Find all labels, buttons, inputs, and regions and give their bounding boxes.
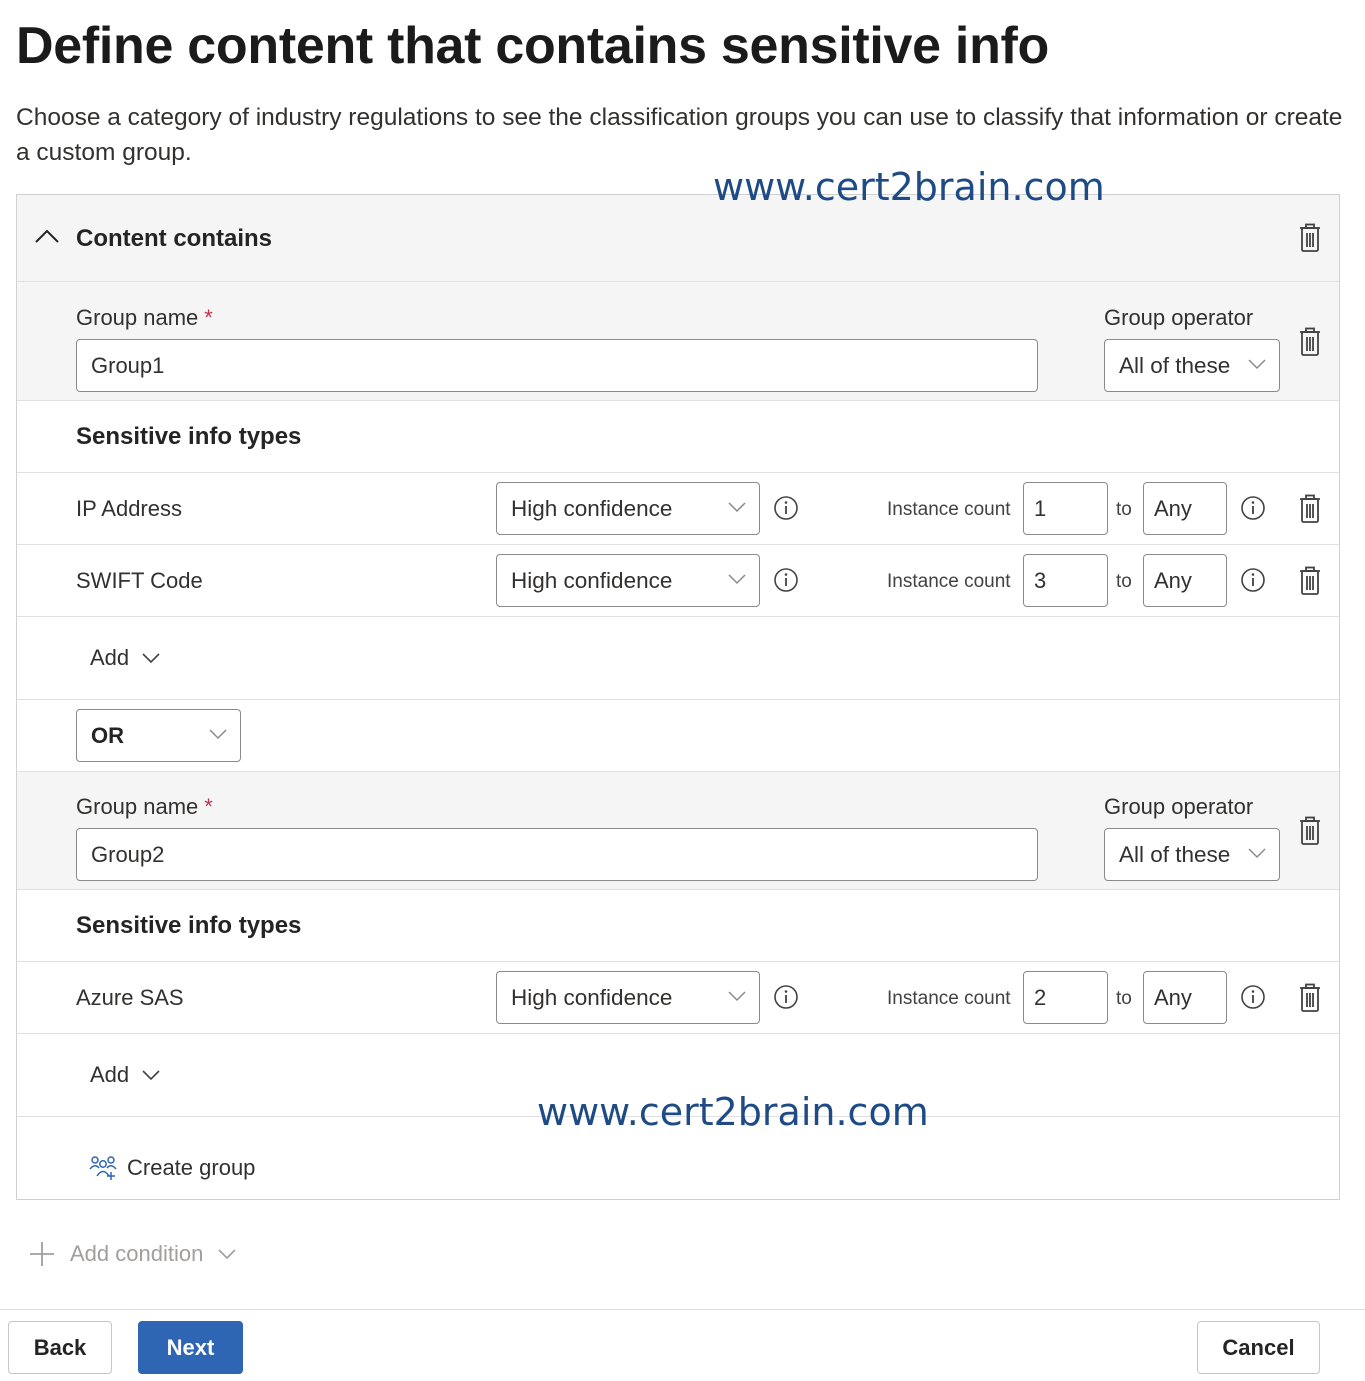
info-icon[interactable] xyxy=(1240,495,1266,521)
group-operator-dropdown[interactable] xyxy=(1104,339,1280,392)
info-icon[interactable] xyxy=(1240,567,1266,593)
info-icon[interactable] xyxy=(773,495,799,521)
confidence-dropdown[interactable] xyxy=(496,971,760,1024)
confidence-value: High confidence xyxy=(511,496,673,521)
watermark: www.cert2brain.com xyxy=(537,1090,929,1134)
group1-types-title-row xyxy=(17,401,1339,473)
info-type-name: Azure SAS xyxy=(76,985,184,1010)
people-add-icon xyxy=(89,1155,117,1181)
chevron-down-icon xyxy=(1247,357,1267,371)
trash-icon[interactable] xyxy=(1298,816,1322,846)
add-label: Add xyxy=(90,1062,130,1087)
instance-max-input[interactable]: Any xyxy=(1143,971,1227,1024)
watermark: www.cert2brain.com xyxy=(713,165,1105,209)
confidence-dropdown[interactable] xyxy=(496,482,760,535)
page-title: Define content that contains sensitive info xyxy=(16,17,1050,75)
chevron-down-icon xyxy=(217,1247,237,1261)
footer-divider xyxy=(0,1309,1365,1310)
group-name-label: Group name * xyxy=(76,305,213,330)
plus-icon xyxy=(28,1240,56,1268)
add-condition-button[interactable] xyxy=(28,1240,237,1268)
info-type-row xyxy=(17,473,1339,545)
trash-icon[interactable] xyxy=(1298,494,1322,524)
to-label: to xyxy=(1116,988,1132,1009)
group-operator-label: Group operator xyxy=(1104,305,1254,330)
cancel-button[interactable]: Cancel xyxy=(1197,1321,1320,1374)
group2-header xyxy=(17,772,1339,890)
chevron-up-icon[interactable] xyxy=(33,225,61,247)
info-type-name: IP Address xyxy=(76,496,182,521)
info-type-name: SWIFT Code xyxy=(76,568,203,593)
section-header[interactable] xyxy=(17,195,1339,282)
trash-icon[interactable] xyxy=(1298,223,1322,253)
chevron-down-icon xyxy=(141,651,161,665)
trash-icon[interactable] xyxy=(1298,983,1322,1013)
add-label: Add xyxy=(90,645,130,670)
group-operator-value: All of these xyxy=(1119,842,1231,867)
group-name-input[interactable]: Group1 xyxy=(76,339,1038,392)
page-description: Choose a category of industry regulations to see the classification groups you can use to classify that information or create a custom group. xyxy=(16,104,1343,166)
instance-count-label: Instance count xyxy=(887,499,1011,520)
group-operator-dropdown[interactable] xyxy=(1104,828,1280,881)
to-label: to xyxy=(1116,571,1132,592)
join-operator-value: OR xyxy=(91,723,124,748)
instance-max-input[interactable]: Any xyxy=(1143,482,1227,535)
create-group-label: Create group xyxy=(127,1155,256,1180)
create-group-button[interactable] xyxy=(89,1155,255,1181)
group-operator-value: All of these xyxy=(1119,353,1231,378)
info-type-row xyxy=(17,545,1339,617)
group-operator-label: Group operator xyxy=(1104,794,1254,819)
info-type-row xyxy=(17,962,1339,1034)
chevron-down-icon xyxy=(727,989,747,1003)
chevron-down-icon xyxy=(727,572,747,586)
to-label: to xyxy=(1116,499,1132,520)
trash-icon[interactable] xyxy=(1298,566,1322,596)
instance-count-label: Instance count xyxy=(887,571,1011,592)
info-icon[interactable] xyxy=(773,567,799,593)
info-icon[interactable] xyxy=(1240,984,1266,1010)
add-info-type-button[interactable] xyxy=(90,645,161,671)
group2-types-title-row xyxy=(17,890,1339,962)
next-button[interactable]: Next xyxy=(138,1321,243,1374)
content-contains-card xyxy=(16,194,1340,1200)
group1-header xyxy=(17,282,1339,401)
add-condition-label: Add condition xyxy=(70,1241,204,1266)
confidence-dropdown[interactable] xyxy=(496,554,760,607)
trash-icon[interactable] xyxy=(1298,327,1322,357)
join-operator-row xyxy=(17,700,1339,772)
chevron-down-icon xyxy=(141,1068,161,1082)
join-operator-dropdown[interactable] xyxy=(76,709,241,762)
sensitive-info-types-title: Sensitive info types xyxy=(76,912,302,939)
chevron-down-icon xyxy=(727,500,747,514)
confidence-value: High confidence xyxy=(511,985,673,1010)
group-name-label: Group name * xyxy=(76,794,213,819)
instance-min-input[interactable]: 2 xyxy=(1023,971,1108,1024)
instance-min-input[interactable]: 3 xyxy=(1023,554,1108,607)
group-name-input[interactable]: Group2 xyxy=(76,828,1038,881)
chevron-down-icon xyxy=(1247,846,1267,860)
instance-min-input[interactable]: 1 xyxy=(1023,482,1108,535)
add-info-type-button[interactable] xyxy=(90,1062,161,1088)
chevron-down-icon xyxy=(208,727,228,741)
confidence-value: High confidence xyxy=(511,568,673,593)
back-button[interactable]: Back xyxy=(8,1321,112,1374)
group1-add-row xyxy=(17,617,1339,700)
instance-max-input[interactable]: Any xyxy=(1143,554,1227,607)
sensitive-info-types-title: Sensitive info types xyxy=(76,423,302,450)
section-title: Content contains xyxy=(76,225,272,252)
info-icon[interactable] xyxy=(773,984,799,1010)
instance-count-label: Instance count xyxy=(887,988,1011,1009)
